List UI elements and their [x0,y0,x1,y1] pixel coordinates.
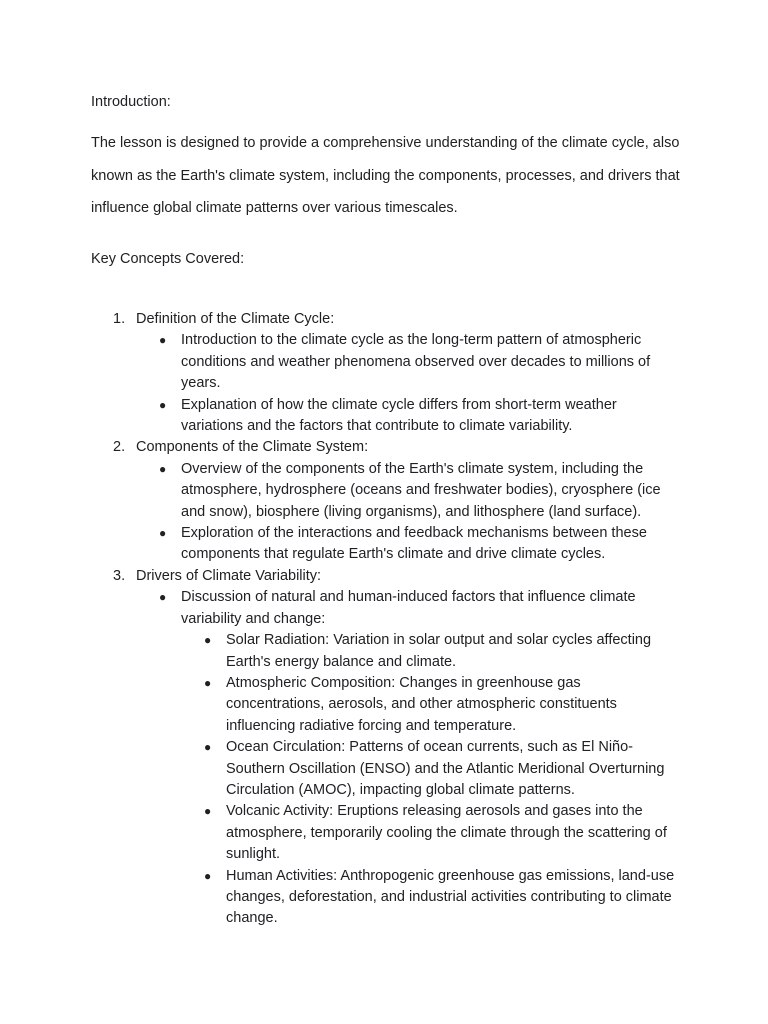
bullet-icon: ● [204,740,212,755]
sub-bullet-text: Solar Radiation: Variation in solar output and solar cycles affecting Earth's energy balance and climate. [226,632,652,670]
bullet-icon: ● [159,590,167,605]
intro-heading: Introduction: [91,94,171,110]
bullet-icon: ● [204,868,212,883]
bullet-icon: ● [159,461,167,476]
intro-paragraph: The lesson is designed to provide a comprehensive understanding of the climate cycle, also known as the Earth's climate system, including the components, processes, and drivers that influence global climate patterns over various timescales. [91,135,680,216]
bullet-icon: ● [204,633,212,648]
bullet-icon: ● [159,397,167,412]
list-item [0,395,768,438]
bullet-text: Overview of the components of the Earth's climate system, including the atmosphere, hydrosphere (oceans and freshwater bodies), cryosphere (ice and snow), biosphere (living organisms), and lithosphere (land surface). [181,460,661,520]
list-item [0,866,768,930]
bullet-icon: ● [159,333,167,348]
list-item [0,587,768,630]
section-title: Drivers of Climate Variability: [136,567,322,584]
list-item [0,630,768,673]
bullet-icon: ● [159,526,167,541]
bullet-icon: ● [204,804,212,819]
key-concepts-heading: Key Concepts Covered: [91,251,245,267]
bullet-text: Explanation of how the climate cycle differs from short-term weather variations and the factors that contribute to climate variability. [181,396,617,435]
section-title: Components of the Climate System: [136,439,369,456]
list-item [0,523,768,566]
section-title: Definition of the Climate Cycle: [136,311,335,327]
bullet-text: Introduction to the climate cycle as the long-term pattern of atmospheric conditions and weather phenomena observed over decades to millions of years. [181,332,651,392]
sub-bullet-text: Atmospheric Composition: Changes in greenhouse gas concentrations, aerosols, and other atmospheric constituents influencing radiative forcing and temperature. [226,674,617,734]
bullet-text: Discussion of natural and human-induced factors that influence climate variability and change: [181,589,636,627]
list-item [0,673,768,737]
sub-bullet-text: Ocean Circulation: Patterns of ocean currents, such as El Niño-Southern Oscillation (ENSO) and the Atlantic Meridional Overturning Circulation (AMOC), impacting global climate patterns. [226,739,665,798]
key-concepts-list [0,309,768,930]
sub-bullet-text: Human Activities: Anthropogenic greenhouse gas emissions, land-use changes, deforestation, and industrial activities contributing to climate change. [226,867,675,927]
section-number: 2. [113,439,126,456]
bullet-text: Exploration of the interactions and feedback mechanisms between these components that regulate Earth's climate and drive climate cycles. [181,525,647,563]
list-item [0,330,768,394]
bullet-icon: ● [204,675,212,690]
list-item [0,459,768,523]
list-item [0,437,768,458]
section-number: 3. [113,567,126,584]
list-item [0,309,768,330]
list-item [0,801,768,865]
list-item [0,566,768,587]
section-number: 1. [113,311,126,327]
sub-bullet-text: Volcanic Activity: Eruptions releasing aerosols and gases into the atmosphere, temporarily cooling the climate through the scattering of sunlight. [226,803,667,863]
list-item [0,737,768,801]
